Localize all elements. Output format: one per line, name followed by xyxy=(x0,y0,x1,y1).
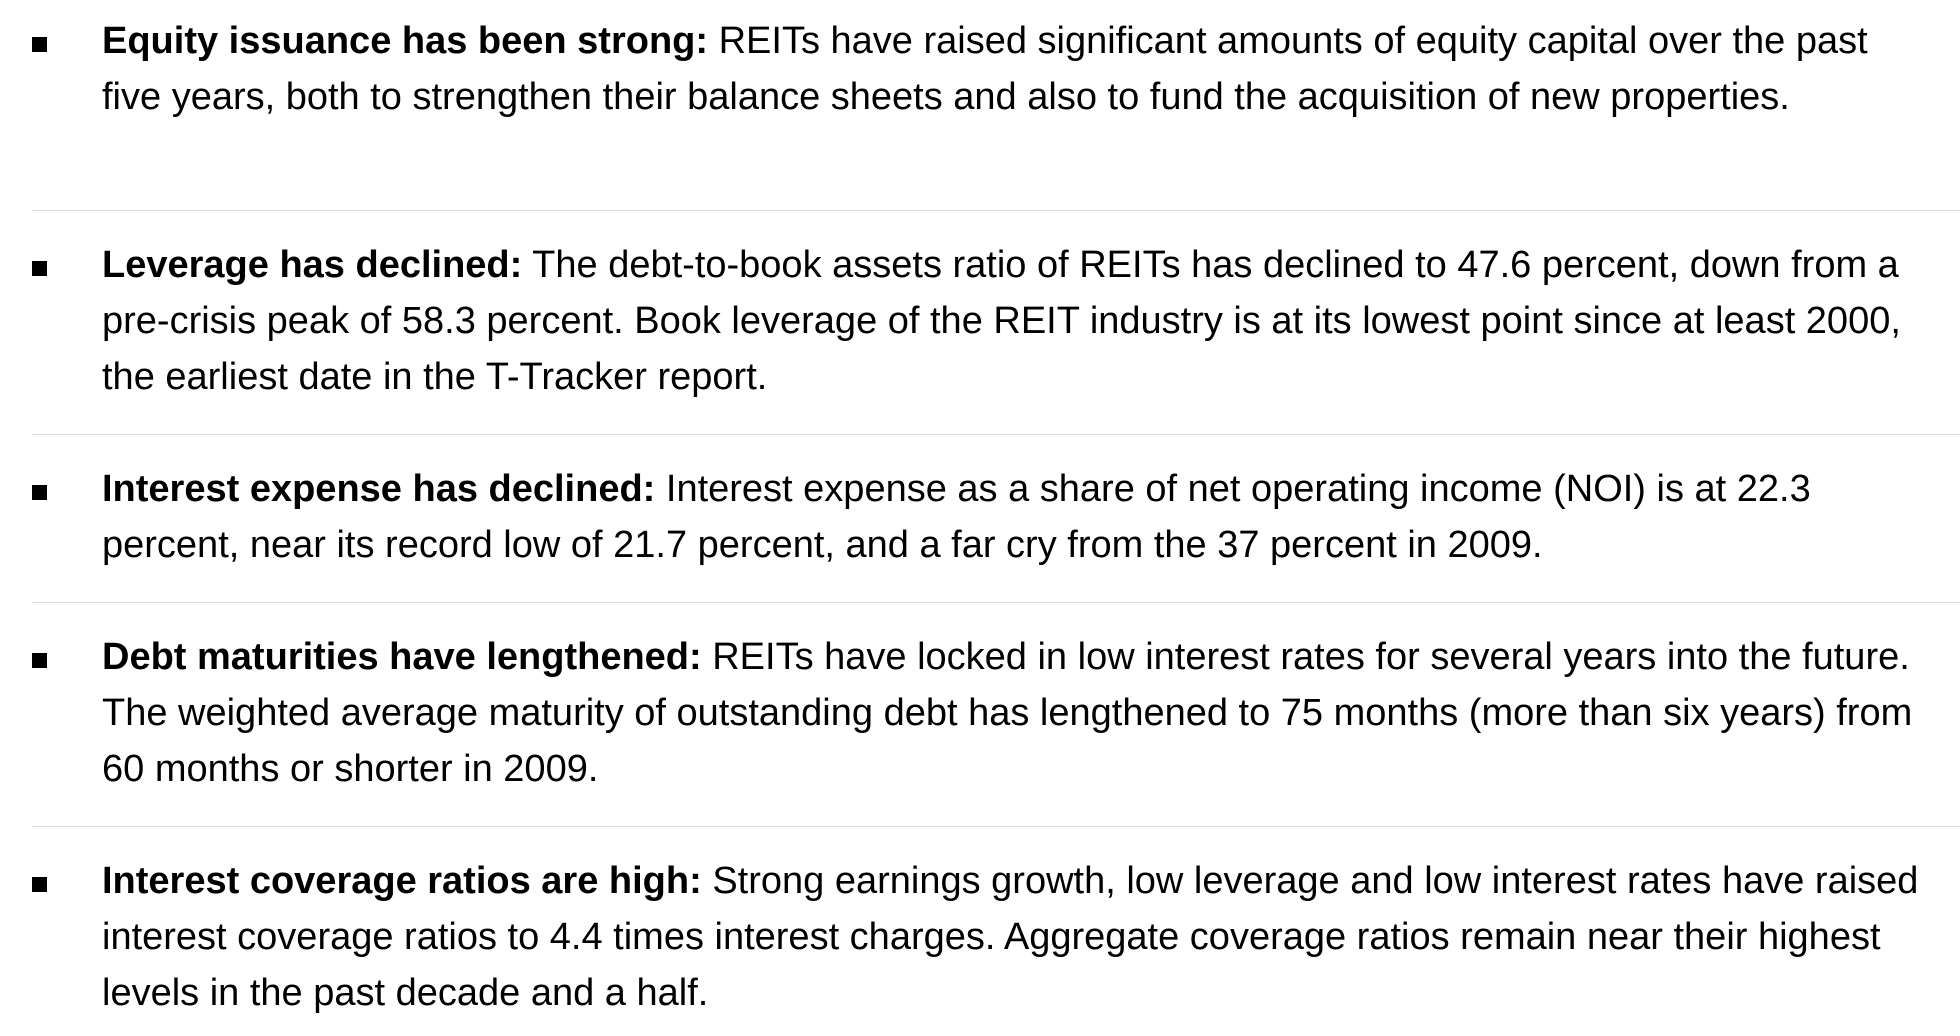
bullet-body: Interest expense as a share of net operating income (NOI) is at 22.3 percent, near its record low of 21.7 percent, and a far cry from the 37 percent in 2009. xyxy=(102,468,1811,566)
square-bullet-icon xyxy=(32,261,47,276)
square-bullet-icon xyxy=(32,37,47,52)
bullet-body: REITs have locked in low interest rates for several years into the future. The weighted average maturity of outstanding debt has lengthened to 75 months (more than six years) from 60 months or shorter in 2009. xyxy=(102,636,1913,790)
bullet-heading: Interest coverage ratios are high: xyxy=(102,860,702,902)
square-bullet-icon xyxy=(32,485,47,500)
bullet-text xyxy=(102,13,1932,125)
bullet-body: The debt-to-book assets ratio of REITs has declined to 47.6 percent, down from a pre-crisis peak of 58.3 percent. Book leverage of the REIT industry is at its lowest point since at least 2000, the earliest date in the T-Tracker report. xyxy=(102,244,1901,398)
square-bullet-icon xyxy=(32,653,47,668)
bullet-body: Strong earnings growth, low leverage and low interest rates have raised interest coverage ratios to 4.4 times interest charges. Aggregate coverage ratios remain near their highest levels in the past decade and a half. xyxy=(102,860,1919,1014)
divider xyxy=(32,826,1960,827)
bullet-heading: Leverage has declined: xyxy=(102,244,523,286)
bullet-text xyxy=(102,629,1932,797)
bullet-text xyxy=(102,461,1932,573)
divider xyxy=(32,602,1960,603)
divider xyxy=(32,434,1960,435)
bullet-text xyxy=(102,237,1932,405)
bullet-heading: Debt maturities have lengthened: xyxy=(102,636,702,678)
bullet-heading: Interest expense has declined: xyxy=(102,468,656,510)
bullet-body: REITs have raised significant amounts of equity capital over the past five years, both to strengthen their balance sheets and also to fund the acquisition of new properties. xyxy=(102,20,1868,118)
square-bullet-icon xyxy=(32,877,47,892)
bullet-heading: Equity issuance has been strong: xyxy=(102,20,709,62)
bullet-text xyxy=(102,853,1932,1021)
divider xyxy=(32,210,1960,211)
